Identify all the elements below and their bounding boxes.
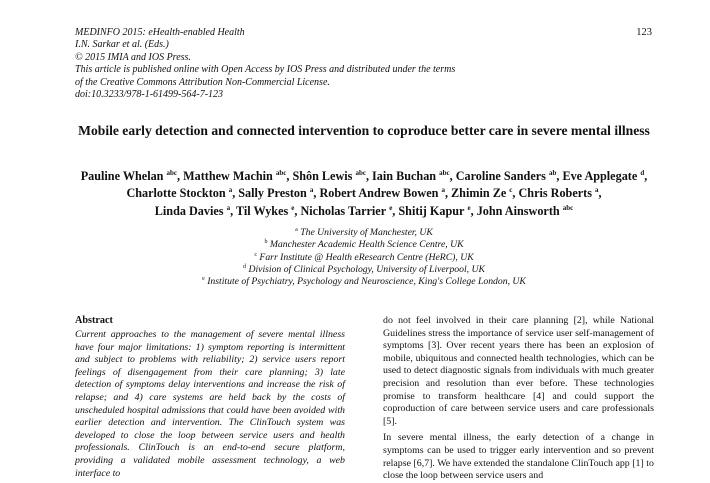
author-name: Nicholas Tarrier xyxy=(300,203,387,218)
affiliation-text: Division of Clinical Psychology, University of Liverpool, UK xyxy=(248,263,485,275)
author-name: Shitij Kapur xyxy=(398,203,465,218)
affiliation-text: Farr Institute @ Health eResearch Centre (HeRC), UK xyxy=(259,251,474,263)
author-name: Caroline Sanders xyxy=(455,169,546,183)
body-paragraph-2: In severe mental illness, the early detection of a change in symptoms can be used to trigger early intervention and so prevent relapse [6,7]. We have extended the standalone ClinTouch app [1] to close the loop between service users and xyxy=(383,432,654,482)
header-editors: I.N. Sarkar et al. (Eds.) xyxy=(75,39,169,51)
header-license-1: This article is published online with Open Access by IOS Press and distributed under the terms xyxy=(75,64,456,76)
author-affil-sup: e xyxy=(467,203,471,212)
affiliation-sup: d xyxy=(243,263,247,270)
affiliation-sup: e xyxy=(202,276,205,283)
author-affil-sup: c xyxy=(509,186,513,195)
affiliation-item xyxy=(75,252,653,264)
author-name: Charlotte Stockton xyxy=(126,186,226,201)
header-copyright: © 2015 IMIA and IOS Press. xyxy=(75,51,191,63)
author-affil-sup: abc xyxy=(355,169,366,177)
author-name: Iain Buchan xyxy=(372,169,437,183)
author-name: Zhimin Ze xyxy=(451,186,507,201)
author-name: John Ainsworth xyxy=(476,203,560,218)
author-affil-sup: a xyxy=(441,186,445,195)
author-name: Shôn Lewis xyxy=(292,169,353,183)
paper-title: Mobile early detection and connected intervention to coproduce better care in severe mental illness xyxy=(78,123,650,138)
page-number: 123 xyxy=(636,27,652,38)
author-affil-sup: abc xyxy=(166,169,178,177)
header-conference: MEDINFO 2015: eHealth-enabled Health xyxy=(75,27,245,38)
affiliation-sup: a xyxy=(295,227,298,233)
affiliation-list xyxy=(75,227,653,288)
affiliation-sup: b xyxy=(264,239,268,246)
author-affil-sup: abc xyxy=(439,169,450,177)
abstract-heading: Abstract xyxy=(75,315,113,326)
affiliation-item xyxy=(75,264,653,276)
author-name: Sally Preston xyxy=(238,186,307,201)
abstract-text: Current approaches to the management of severe mental illness have four major limitations: 1) symptom reporting is intermittent and subject to problems with reliability; 2) service users report feelings of disengagement from their care planning; 3) late detection of symptoms delay interventions and increase the risk of relapse; and 4) care systems are held back by the costs of unscheduled hospital admissions that could have been avoided with earlier detection and intervention. The ClinTouch system was developed to close the loop between service users and health professionals. ClinTouch is an end-to-end secure platform, providing a validated mobile assessment technology, a web interface to xyxy=(75,329,345,479)
left-column xyxy=(75,315,345,480)
author-name: Chris Roberts xyxy=(518,186,592,201)
affiliation-sup: c xyxy=(254,251,257,258)
author-affil-sup: e xyxy=(389,203,393,212)
author-name: Linda Davies xyxy=(154,203,224,218)
page-header xyxy=(75,27,635,101)
affiliation-text: The University of Manchester, UK xyxy=(300,227,433,238)
author-affil-sup: a xyxy=(309,186,314,195)
author-affil-sup: abc xyxy=(275,169,287,177)
author-name: Eve Applegate xyxy=(562,169,638,183)
affiliation-item xyxy=(75,239,653,251)
body-paragraph-1: do not feel involved in their care planning [2], while National Guidelines stress the importance of service user self-management of symptoms [3]. Over recent years there has been an explosion of mobile, ubiquitous and connected health technologies, which can be used to detect diagnostic signals from individuals with much greater precision and resolution than ever before. These technologies promise to transform healthcare [4] and could support the coproduction of care between service users and care professionals [5]. xyxy=(383,315,654,427)
author-affil-sup: abc xyxy=(562,203,574,212)
author-affil-sup: a xyxy=(226,203,231,212)
author-affil-sup: e xyxy=(291,203,295,212)
author-name: Pauline Whelan xyxy=(80,169,164,183)
affiliation-text: Institute of Psychiatry, Psychology and Neuroscience, King's College London, UK xyxy=(207,276,526,288)
header-license-2: of the Creative Commons Attribution Non-Commercial License. xyxy=(75,76,330,88)
right-column xyxy=(383,315,654,483)
author-affil-sup: ab xyxy=(548,169,557,177)
author-affil-sup: a xyxy=(228,186,233,195)
affiliation-item xyxy=(75,227,653,239)
author-affil-sup: a xyxy=(595,186,599,195)
affiliation-text: Manchester Academic Health Science Centre, UK xyxy=(269,239,464,251)
header-doi: doi:10.3233/978-1-61499-564-7-123 xyxy=(75,89,224,101)
author-list: Pauline Whelan $^{abc}$, Matthew Machin $^{abc}$, Shôn Lewis $^{abc}$, Iain Buchan $^{abc}$, Caroline Sanders $^{ab}$, Eve Applegate $^d$, Charlotte Stockton $^a$, Sally Preston $^a$, Robert Andrew Bowen $^a$, Zhimin Ze $^c$, Chris Roberts $^a$, Linda Davies $^a$, Til Wykes $^e$, Nicholas Tarrier $^e$, Shitij Kapur $^e$, John Ainsworth $^{abc}$ xyxy=(80,169,648,218)
author-affil-sup: d xyxy=(640,169,645,177)
author-name: Robert Andrew Bowen xyxy=(319,186,439,201)
author-name: Matthew Machin xyxy=(183,169,273,183)
author-name: Til Wykes xyxy=(235,203,289,218)
affiliation-item xyxy=(75,276,653,288)
